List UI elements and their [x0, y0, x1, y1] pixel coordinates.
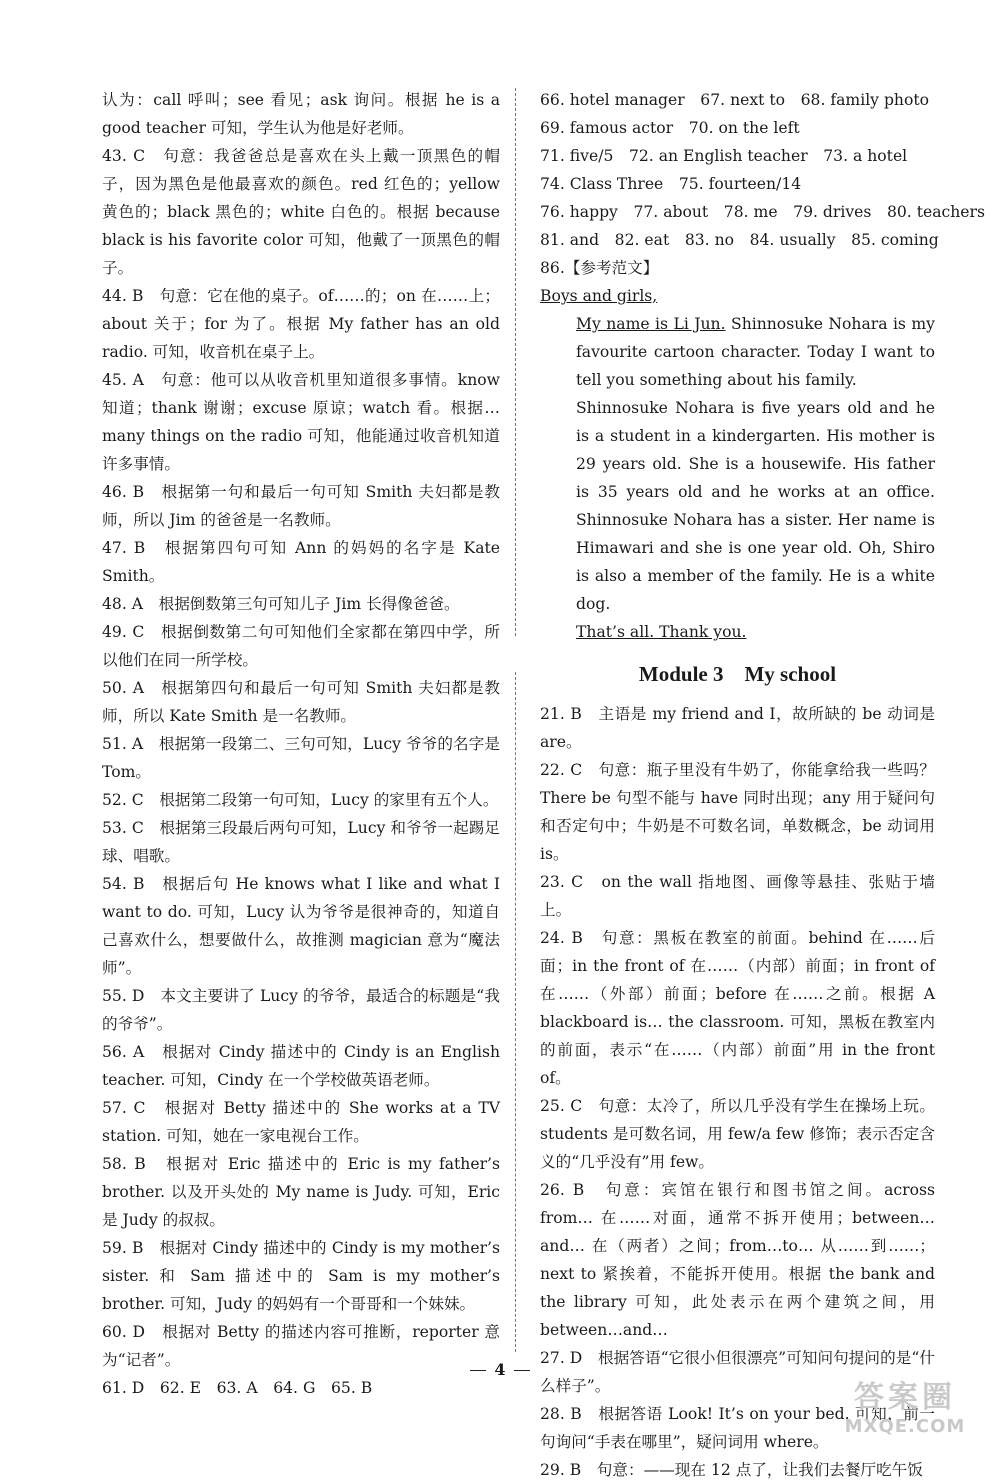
- footer-dash-left: [470, 1370, 486, 1371]
- footer-dash-right: [514, 1370, 530, 1371]
- essay-greeting: Boys and girls,: [540, 287, 658, 305]
- essay-first-sentence: My name is Li Jun.: [576, 315, 726, 333]
- answer-item: 24. B 句意：黑板在教室的前面。behind 在……后面；in the front of 在……（内部）前面；in front of 在……（外部）前面；before 在……之前。根据 A blackboard is… the classroom. 可知，黑板在教室内的前面，表示“在……（内部）前面”用 in the front of。: [540, 929, 935, 1087]
- watermark-url: MXQE.COM: [844, 1416, 966, 1437]
- answer-item: 60. D 根据对 Betty 的描述内容可推断，reporter 意为“记者”。: [102, 1323, 500, 1369]
- page-footer: [0, 1360, 1000, 1379]
- essay-closing: [540, 618, 935, 646]
- answer-item: 43. C 句意：我爸爸总是喜欢在头上戴一顶黑色的帽子，因为黑色是他最喜欢的颜色。red 红色的；yellow 黄色的；black 黑色的；white 白色的。根据 because black is his favorite color 可知，他戴了一顶黑色的帽子。: [102, 147, 500, 277]
- watermark: [830, 1380, 980, 1444]
- left-column: [102, 86, 500, 1402]
- essay-closing-text: That’s all. Thank you.: [576, 623, 747, 641]
- watermark-logo: 答案圈: [854, 1380, 956, 1415]
- answer-item: 23. C on the wall 指地图、画像等悬挂、张贴于墙上。: [540, 873, 935, 919]
- answer-line: 66. hotel manager 67. next to 68. family photo: [540, 91, 930, 109]
- right-column: [540, 86, 985, 1484]
- essay-paragraph-2: Shinnosuke Nohara is five years old and he is a student in a kindergarten. His mother is 29 years old. She is a housewife. His father is 35 years old and he works at an office. Shinnosuke Nohara has a sister. Her name is Himawari and she is one year old. Oh, Shiro is also a member of the family. He is a white dog.: [576, 399, 935, 613]
- answer-item: 53. C 根据第三段最后两句可知，Lucy 和爷爷一起踢足球、唱歌。: [102, 819, 500, 865]
- page-number: 4: [494, 1360, 506, 1379]
- answer-item: 认为：call 呼叫；see 看见；ask 询问。根据 he is a good teacher 可知，学生认为他是好老师。: [102, 91, 500, 137]
- answer-item: 26. B 句意：宾馆在银行和图书馆之间。across from… 在……对面，通常不拆开使用；between…and… 在（两者）之间；from…to… 从……到……；next to 紧挨着，不能拆开使用。根据 the bank and the library 可知，此处表示在两个建筑之间，用 between…and…: [540, 1181, 935, 1339]
- answer-item: 52. C 根据第二段第一句可知，Lucy 的家里有五个人。: [102, 791, 499, 809]
- answer-item: 48. A 根据倒数第三句可知儿子 Jim 长得像爸爸。: [102, 595, 460, 613]
- essay-heading: 86.【参考范文】: [540, 259, 659, 277]
- answer-item: 56. A 根据对 Cindy 描述中的 Cindy is an English teacher. 可知，Cindy 在一个学校做英语老师。: [102, 1043, 500, 1089]
- answer-item: 22. C 句意：瓶子里没有牛奶了，你能拿给我一些吗？There be 句型不能与 have 同时出现；any 用于疑问句和否定句中；牛奶是不可数名词，单数概念，be 动词用 is。: [540, 761, 935, 863]
- column-divider-bottom: [515, 672, 516, 1352]
- essay-paragraph-1: [540, 310, 935, 394]
- answer-item: 29. B 句意：——现在 12 点了，让我们去餐厅吃午饭: [540, 1461, 923, 1479]
- answer-item: 21. B 主语是 my friend and I，故所缺的 be 动词是 are。: [540, 705, 935, 751]
- answer-item: 44. B 句意：它在他的桌子。of……的；on 在……上；about 关于；for 为了。根据 My father has an old radio. 可知，收音机在桌子上。: [102, 287, 500, 361]
- answer-line: 81. and 82. eat 83. no 84. usually 85. coming: [540, 231, 939, 249]
- answer-item: 57. C 根据对 Betty 描述中的 She works at a TV station. 可知，她在一家电视台工作。: [102, 1099, 500, 1145]
- answer-item: 55. D 本文主要讲了 Lucy 的爷爷，最适合的标题是“我的爷爷”。: [102, 987, 500, 1033]
- answer-item: 49. C 根据倒数第二句可知他们全家都在第四中学，所以他们在同一所学校。: [102, 623, 500, 669]
- answer-item: 47. B 根据第四句可知 Ann 的妈妈的名字是 Kate Smith。: [102, 539, 500, 585]
- answer-item: 58. B 根据对 Eric 描述中的 Eric is my father’s brother. 以及开头处的 My name is Judy. 可知，Eric 是 Judy 的叔叔。: [102, 1155, 500, 1229]
- answer-item: 54. B 根据后句 He knows what I like and what I want to do. 可知，Lucy 认为爷爷是很神奇的，知道自己喜欢什么，想要做什么，故推测 magician 意为“魔法师”。: [102, 875, 500, 977]
- answer-item: 59. B 根据对 Cindy 描述中的 Cindy is my mother’s sister. 和 Sam 描述中的 Sam is my mother’s brother. 可知，Judy 的妈妈有一个哥哥和一个妹妹。: [102, 1239, 500, 1313]
- answer-item: 51. A 根据第一段第二、三句可知，Lucy 爷爷的名字是 Tom。: [102, 735, 500, 781]
- answer-line: 71. five/5 72. an English teacher 73. a hotel: [540, 147, 908, 165]
- answer-item: 28. B 根据答语 Look! It’s on your bed. 可知，前一句询问“手表在哪里”，疑问词用 where。: [540, 1405, 935, 1451]
- answer-line: 74. Class Three 75. fourteen/14: [540, 175, 802, 193]
- answer-item: 25. C 句意：太冷了，所以几乎没有学生在操场上玩。students 是可数名词，用 few/a few 修饰；表示否定含义的“几乎没有”用 few。: [540, 1097, 935, 1171]
- answer-item: 46. B 根据第一句和最后一句可知 Smith 夫妇都是教师，所以 Jim 的爸爸是一名教师。: [102, 483, 500, 529]
- module-title: Module 3 My school: [638, 662, 837, 686]
- essay-p1-rest: Shinnosuke Nohara is my favourite cartoon character. Today I want to tell you something about his family.: [576, 315, 935, 389]
- answer-line: 76. happy 77. about 78. me 79. drives 80. teachers: [540, 203, 985, 221]
- answer-item: 61. D 62. E 63. A 64. G 65. B: [102, 1379, 373, 1397]
- answer-item: 27. D 根据答语“它很小但很漂亮”可知问句提问的是“什么样子”。: [540, 1349, 935, 1395]
- column-divider-top: [515, 88, 516, 636]
- answer-item: 45. A 句意：他可以从收音机里知道很多事情。know 知道；thank 谢谢；excuse 原谅；watch 看。根据…many things on the radio 可知，他能通过收音机知道许多事情。: [102, 371, 500, 473]
- answer-line: 69. famous actor 70. on the left: [540, 119, 800, 137]
- answer-item: 50. A 根据第四句和最后一句可知 Smith 夫妇都是教师，所以 Kate Smith 是一名教师。: [102, 679, 500, 725]
